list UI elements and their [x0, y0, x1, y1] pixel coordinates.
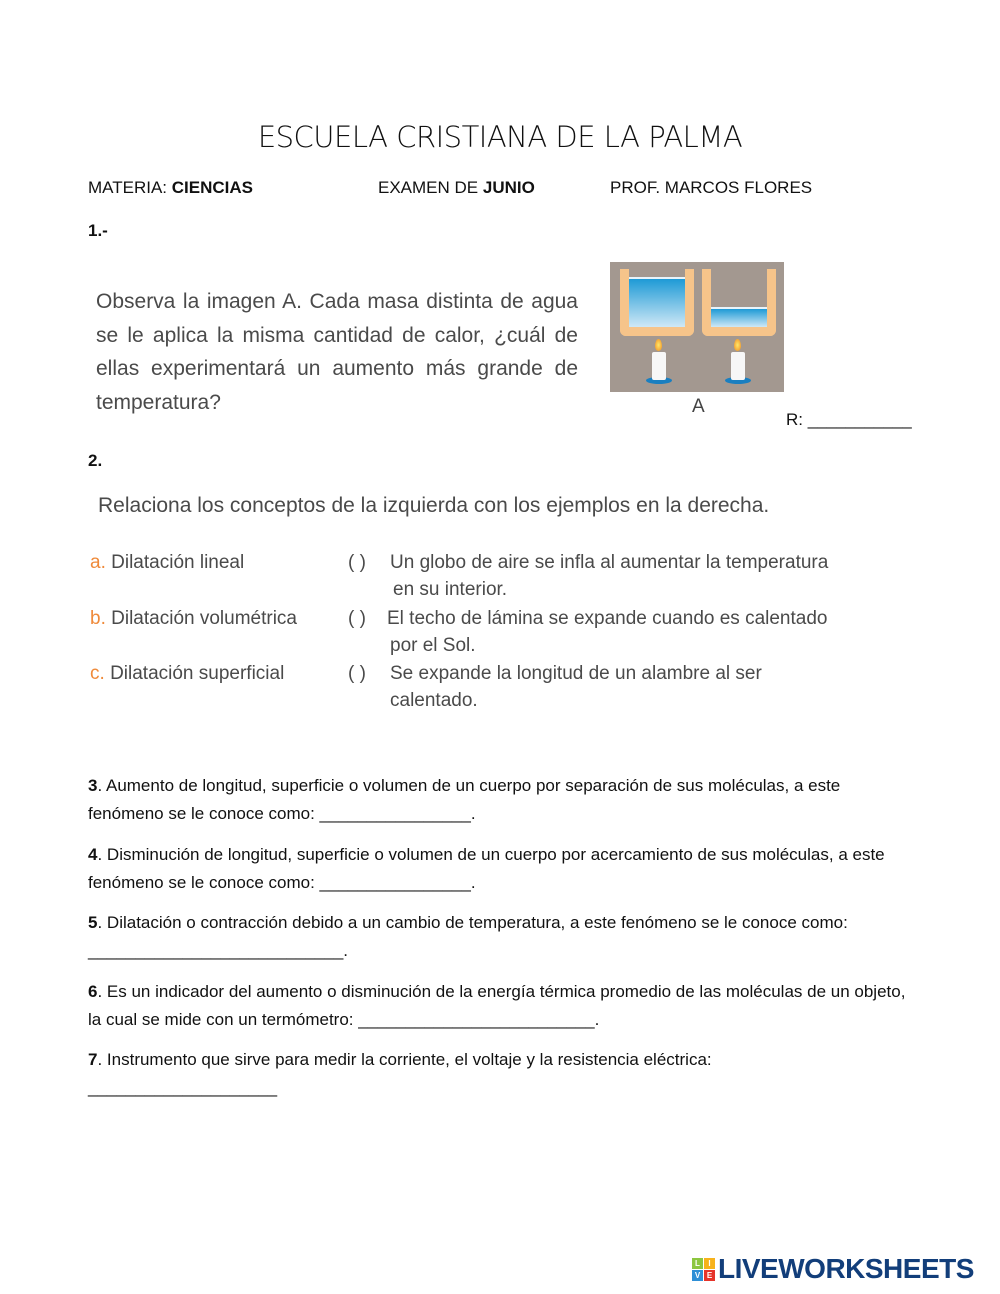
- question-3: [88, 772, 918, 828]
- question-number: 6: [88, 982, 98, 1001]
- flame-icon: [734, 339, 741, 351]
- match-blank-b[interactable]: ( ): [348, 608, 366, 629]
- question-2-number: 2.: [88, 451, 103, 470]
- item-letter: b.: [90, 608, 106, 629]
- beaker-low-icon: [702, 269, 776, 336]
- concept: Dilatación volumétrica: [111, 608, 297, 629]
- liveworksheets-logo: [692, 1253, 974, 1285]
- badge-letter: I: [704, 1258, 715, 1269]
- answer-1[interactable]: [786, 410, 912, 430]
- answer-blank[interactable]: ________________: [319, 873, 471, 892]
- question-number: 3: [88, 776, 98, 795]
- answer-label: R:: [786, 410, 808, 429]
- exam: [378, 178, 535, 198]
- question-text: . Disminución de longitud, superficie o volumen de un cuerpo por acercamiento de sus moléculas, a este fenómeno se le conoce como:: [88, 845, 885, 892]
- question-7: [88, 1046, 918, 1102]
- candle-icon: [731, 352, 745, 380]
- example: El techo de lámina se expande cuando es calentado: [387, 608, 828, 629]
- question-2-title: Relaciona los conceptos de la izquierda con los ejemplos en la derecha.: [98, 494, 770, 517]
- page-title: ESCUELA CRISTIANA DE LA PALMA: [257, 120, 743, 154]
- answer-blank[interactable]: _________________________: [358, 1010, 595, 1029]
- badge-letter: E: [704, 1270, 715, 1281]
- answer-blank[interactable]: ____________________: [88, 1078, 278, 1097]
- beaker-full-icon: [620, 269, 694, 336]
- live-badge-icon: [692, 1258, 715, 1281]
- example-cont: calentado.: [390, 690, 478, 711]
- figure-label: A: [692, 396, 705, 417]
- answer-1-blank[interactable]: ___________: [807, 410, 912, 429]
- question-1-text: Observa la imagen A. Cada masa distinta de agua se le aplica la misma cantidad de calor, ¿cuál de ellas experimentará un aumento más grande de temperatura?: [96, 290, 578, 414]
- question-4: [88, 841, 918, 897]
- logo-text: LIVEWORKSHEETS: [718, 1253, 974, 1284]
- question-number: 7: [88, 1050, 98, 1069]
- exam-label: EXAMEN DE: [378, 178, 483, 197]
- example: Se expande la longitud de un alambre al ser: [390, 663, 762, 684]
- concept: Dilatación lineal: [111, 552, 245, 573]
- teacher: PROF. MARCOS FLORES: [610, 178, 813, 197]
- figure-a-image: [610, 262, 784, 392]
- badge-letter: V: [692, 1270, 703, 1281]
- question-text: . Aumento de longitud, superficie o volumen de un cuerpo por separación de sus moléculas, a este fenómeno se le conoce como:: [88, 776, 841, 823]
- period: .: [470, 873, 476, 892]
- question-number: 5: [88, 913, 98, 932]
- question-6: [88, 978, 923, 1034]
- match-blank-c[interactable]: ( ): [348, 663, 366, 684]
- question-number: 4: [88, 845, 98, 864]
- period: .: [594, 1010, 600, 1029]
- candle-icon: [652, 352, 666, 380]
- flame-icon: [655, 339, 662, 351]
- question-text: . Es un indicador del aumento o disminución de la energía térmica promedio de las moléculas de un objeto, la cual se mide con un termómetro:: [88, 982, 906, 1029]
- subject: [88, 178, 253, 198]
- period: .: [343, 941, 349, 960]
- item-letter: a.: [90, 552, 106, 573]
- subject-label: MATERIA:: [88, 178, 172, 197]
- water: [629, 277, 685, 327]
- exam-value: JUNIO: [482, 178, 535, 197]
- question-1-number: 1.-: [88, 221, 108, 240]
- match-blank-a[interactable]: ( ): [348, 552, 366, 573]
- water: [711, 307, 767, 327]
- question-text: . Dilatación o contracción debido a un cambio de temperatura, a este fenómeno se le conoce como:: [97, 913, 848, 932]
- answer-blank[interactable]: ________________: [319, 804, 471, 823]
- example-cont: por el Sol.: [390, 635, 476, 656]
- item-letter: c.: [90, 663, 105, 684]
- example-cont: en su interior.: [393, 579, 508, 600]
- example: Un globo de aire se infla al aumentar la temperatura: [390, 552, 829, 573]
- concept: Dilatación superficial: [110, 663, 285, 684]
- subject-value: CIENCIAS: [171, 178, 253, 197]
- badge-letter: L: [692, 1258, 703, 1269]
- question-5: [88, 909, 918, 965]
- period: .: [470, 804, 476, 823]
- question-text: . Instrumento que sirve para medir la corriente, el voltaje y la resistencia eléctrica:: [97, 1050, 712, 1069]
- answer-blank[interactable]: ___________________________: [88, 941, 344, 960]
